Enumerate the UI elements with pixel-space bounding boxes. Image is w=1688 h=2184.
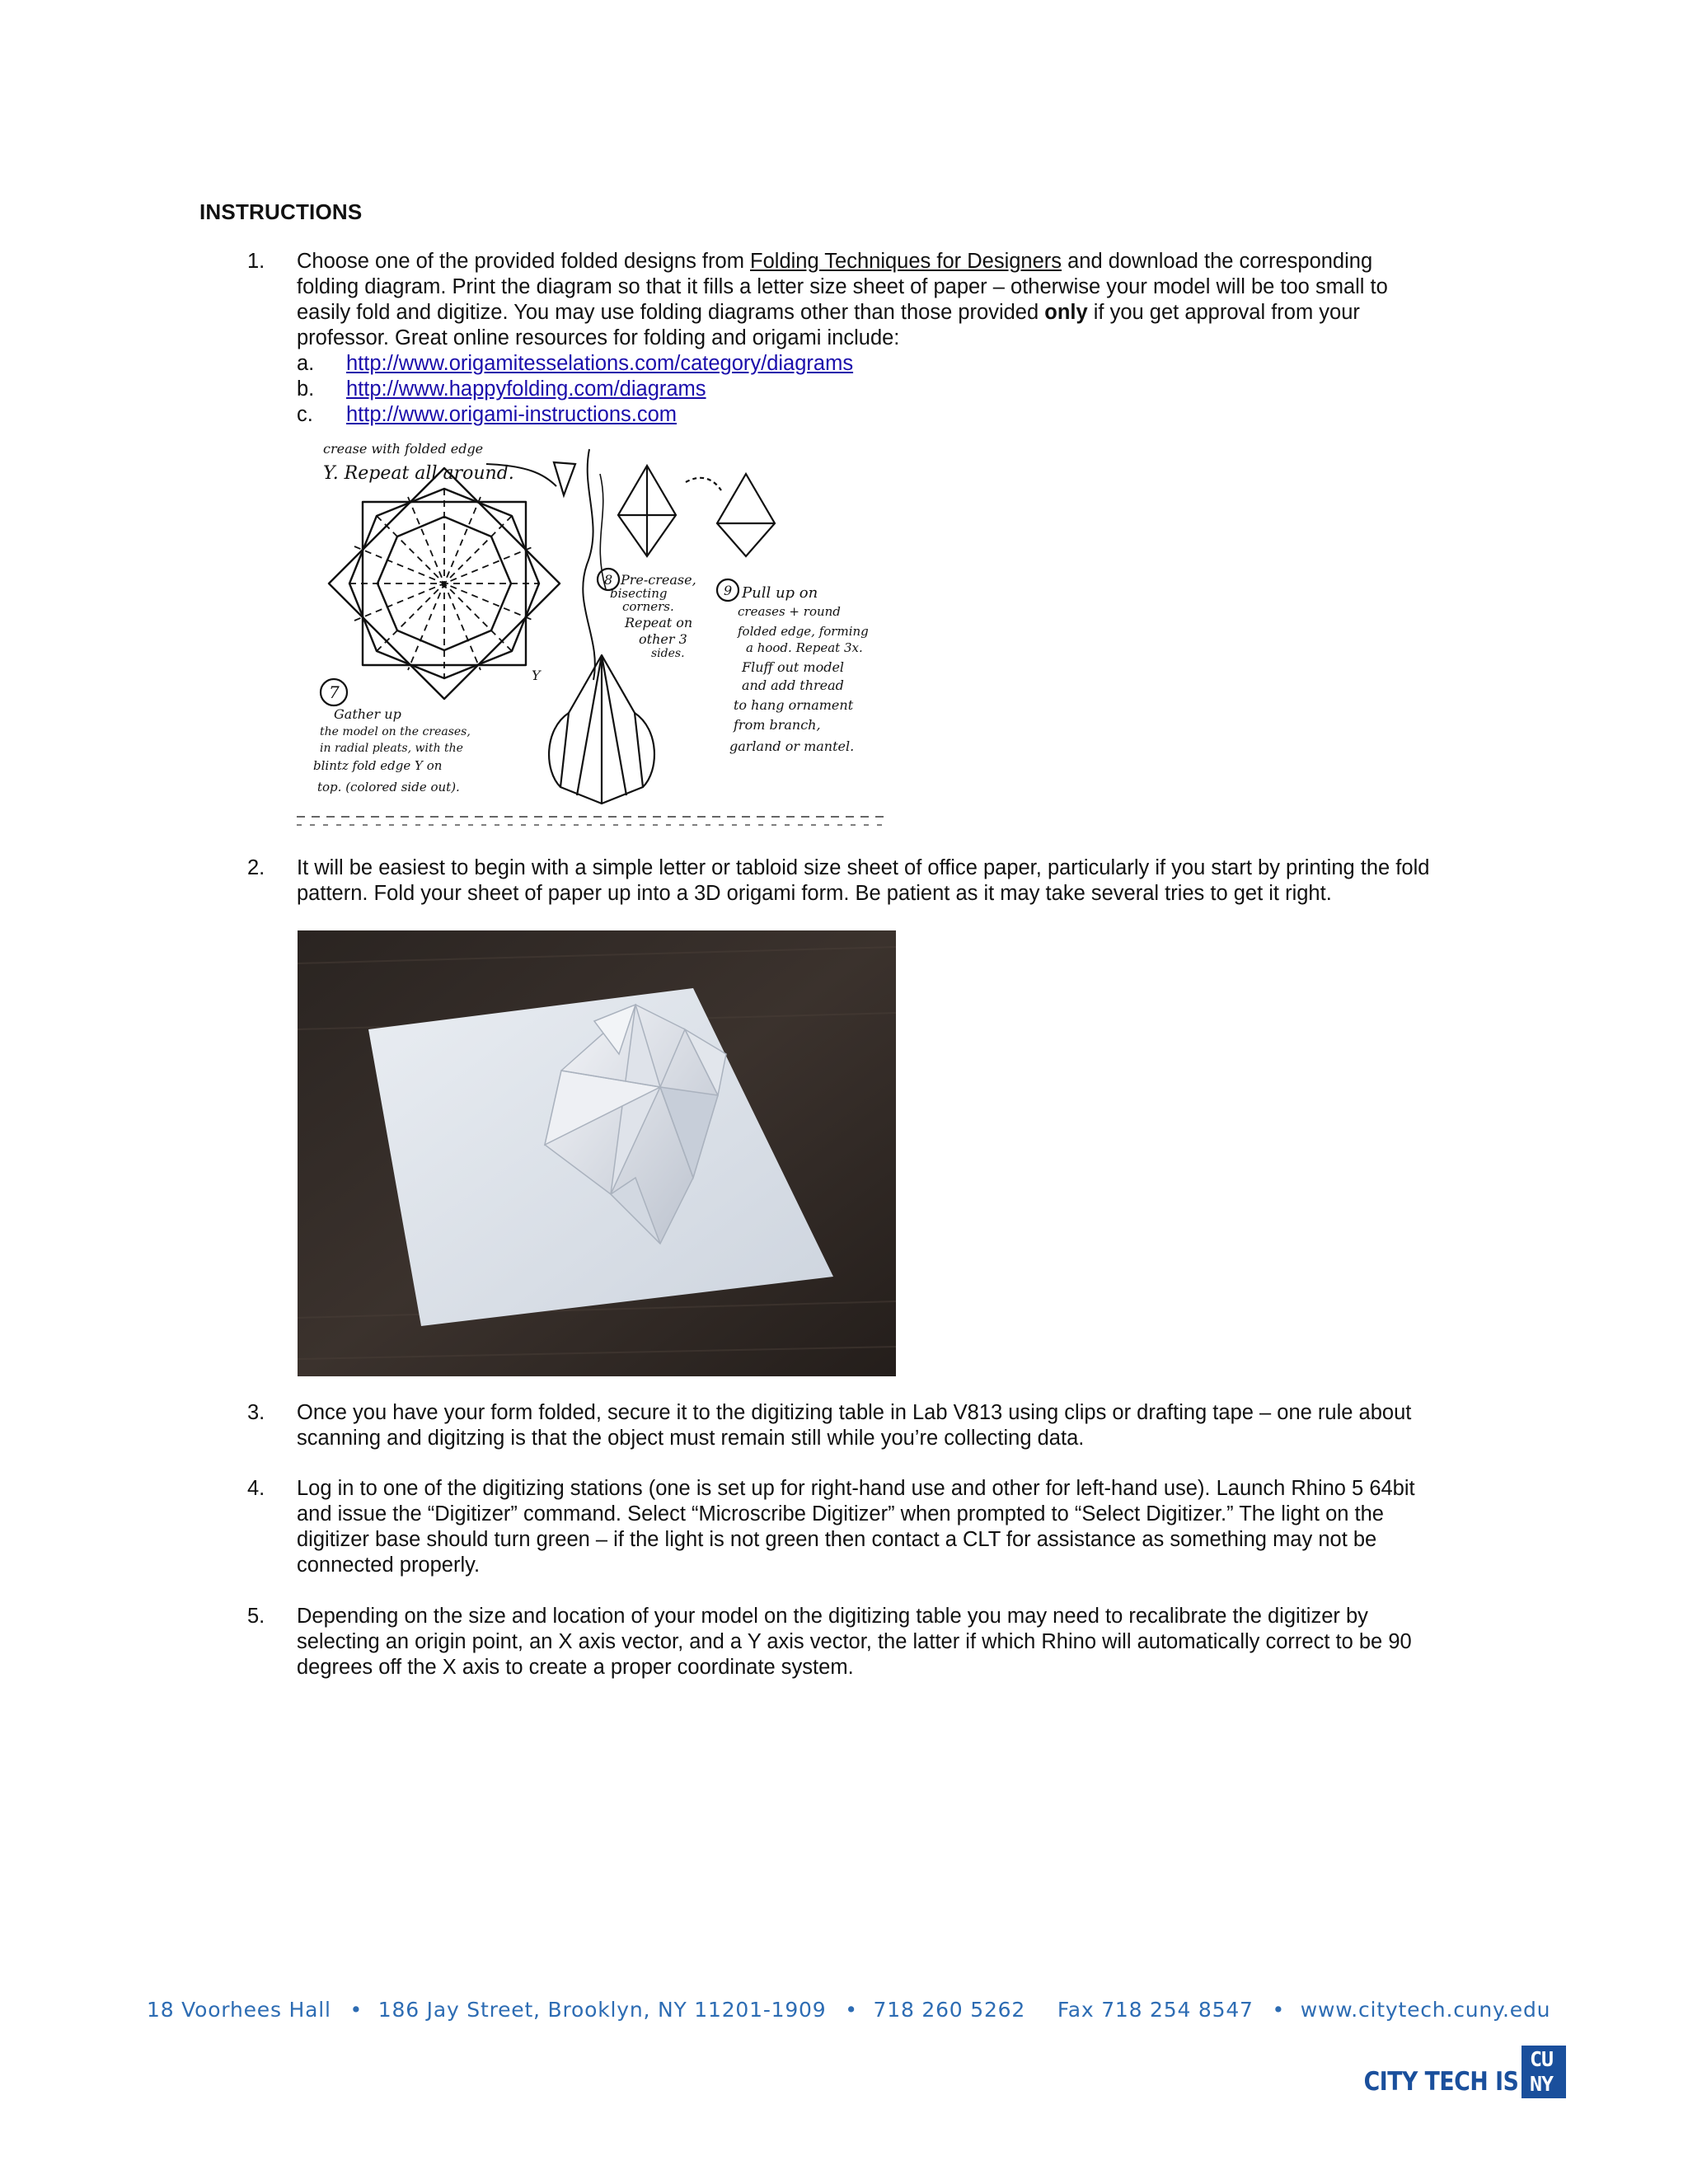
logo-text: CITY TECH IS [1363,2067,1518,2097]
svg-text:corners.: corners. [622,599,674,614]
step-7-text: Gather up [334,706,401,722]
folded-model-photo [298,930,896,1376]
svg-text:in radial pleats, with the: in radial pleats, with the [320,742,463,755]
footer-phone: 718 260 5262 [873,1998,1026,2022]
svg-text:other 3: other 3 [639,631,687,647]
step-8-number: 8 [604,572,613,588]
resource-link-origamitessellations[interactable]: http://www.origamitesselations.com/category/diagrams [346,352,854,375]
svg-text:from branch,: from branch, [734,717,821,733]
svg-text:bisecting: bisecting [610,586,668,601]
footer-fax: Fax 718 254 8547 [1057,1998,1254,2022]
emphasis-only: only [1044,301,1088,324]
svg-text:creases + round: creases + round [738,604,841,619]
step-number: 3. [247,1401,265,1424]
footer-address: 18 Voorhees Hall [147,1998,331,2022]
step-text: Choose one of the provided folded designs from Folding Techniques for Designers and download the corresponding folding diagram. Print the diagram so that it fills a letter size sheet of paper – otherwise your model will be too small to easily fold and digitize. You may use folding diagrams other than those provided only if you get approval from your professor. Great online resources for folding and origami include: [297,250,1388,349]
step-text: Depending on the size and location of your model on the digitizing table you may need to recalibrate the digitizer by selecting an origin point, an X axis vector, and a Y axis vector, the latter if which Rhino will automatically correct to be 90 degrees off the X axis to create a proper coordinate system. [297,1605,1412,1679]
step-7-number: 7 [329,682,340,702]
folding-diagram-image [297,441,897,828]
svg-text:top. (colored side out).: top. (colored side out). [317,780,460,794]
step-number: 1. [247,250,265,273]
svg-text:Fluff out model: Fluff out model [742,659,845,675]
step-8-text: Pre-crease, [621,572,696,588]
label-y: Y [532,668,541,683]
footer-website[interactable]: www.citytech.cuny.edu [1300,1998,1551,2022]
svg-text:Repeat on: Repeat on [625,615,693,630]
folding-techniques-link[interactable]: Folding Techniques for Designers [750,250,1062,273]
step-text: Log in to one of the digitizing stations (one is set up for right-hand use and other for left-hand use). Launch Rhino 5 64bit and issue the “Digitizer” command. Select “Microscribe Digitizer” when prompted to “Select Digitizer.” The light on the digitizer base should turn green – if the light is not green then contact a CLT for assistance as something may not be connected properly. [297,1477,1415,1577]
step-number: 4. [247,1477,265,1500]
city-tech-logo [1365,2046,1566,2098]
resource-link-origami-instructions[interactable]: http://www.origami-instructions.com [346,403,678,426]
svg-text:blintz fold edge Y on: blintz fold edge Y on [313,758,443,773]
resource-link-happyfolding[interactable]: http://www.happyfolding.com/diagrams [346,377,706,401]
svg-text:a hood. Repeat 3x.: a hood. Repeat 3x. [746,640,863,655]
svg-text:and add thread: and add thread [742,677,844,693]
footer-contact: 18 Voorhees Hall • 186 Jay Street, Brooklyn, NY 11201-1909 • 718 260 5262 Fax 718 254 8547 • www.citytech.cuny.edu [147,1998,1551,2022]
step-9-number: 9 [724,583,733,598]
resource-item: c. http://www.origami-instructions.com [297,403,678,426]
svg-text:sides.: sides. [651,647,685,660]
page-title: INSTRUCTIONS [199,199,363,224]
resource-item: b. http://www.happyfolding.com/diagrams [297,377,706,401]
step-9-text: Pull up on [742,584,818,602]
svg-text:garland or mantel.: garland or mantel. [729,738,855,754]
resource-item: a. http://www.origamitesselations.com/category/diagrams [297,352,854,375]
svg-text:to hang ornament: to hang ornament [734,697,854,713]
diagram-top-note-1: crease with folded edge [323,441,484,457]
footer-street: 186 Jay Street, Brooklyn, NY 11201-1909 [377,1998,827,2022]
step-text: It will be easiest to begin with a simple letter or tabloid size sheet of office paper, particularly if you start by printing the fold pattern. Fold your sheet of paper up into a 3D origami form. Be patient as it may take several tries to get it right. [297,856,1430,905]
diagram-top-note-2: Y. Repeat all around. [323,463,514,484]
cuny-mark: CU NY [1522,2046,1566,2098]
step-text: Once you have your form folded, secure it to the digitizing table in Lab V813 using clips or drafting tape – one rule about scanning and digitzing is that the object must remain still while you’re collecting data. [297,1401,1412,1450]
svg-text:the model on the creases,: the model on the creases, [320,725,471,738]
svg-text:folded edge, forming: folded edge, forming [738,624,869,639]
step-number: 2. [247,856,265,879]
step-number: 5. [247,1605,265,1628]
